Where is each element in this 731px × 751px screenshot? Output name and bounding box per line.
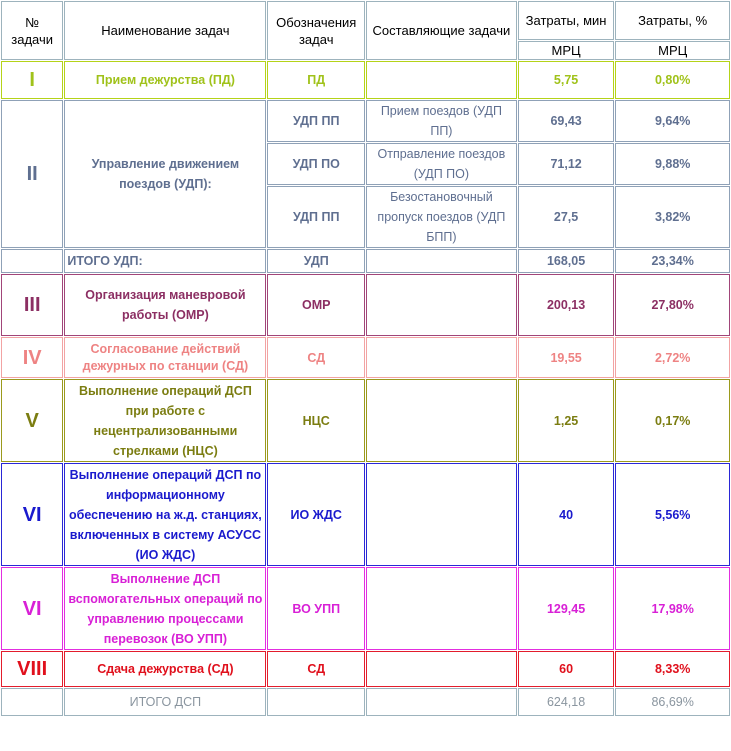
task-minutes: 60: [518, 651, 615, 687]
table-row: [1, 651, 730, 687]
task-name: Выполнение операций ДСП по информационному обеспечению на ж.д. станциях, включенных в систему АСУСС (ИО ЖДС): [64, 463, 266, 566]
task-number: [1, 688, 63, 716]
task-percent: 2,72%: [615, 337, 730, 378]
task-code: УДП ПО: [267, 143, 365, 185]
task-code: УДП ПП: [267, 186, 365, 248]
task-name: Сдача дежурства (СД): [64, 651, 266, 687]
table-row: [1, 274, 730, 336]
header-col-code: Обозначения задач: [267, 1, 365, 60]
task-minutes: 69,43: [518, 100, 615, 142]
task-code: ОМР: [267, 274, 365, 336]
task-number: V: [1, 379, 63, 462]
task-number: IV: [1, 337, 63, 378]
task-percent: 3,82%: [615, 186, 730, 248]
task-minutes: 40: [518, 463, 615, 566]
task-name: Согласование действий дежурных по станции (СД): [64, 337, 266, 378]
task-part: Прием поездов (УДП ПП): [366, 100, 517, 142]
task-name: Прием дежурства (ПД): [64, 61, 266, 99]
task-number: II: [1, 100, 63, 248]
task-part: [366, 61, 517, 99]
task-percent: 0,17%: [615, 379, 730, 462]
table-row: [1, 567, 730, 650]
header-col-name: Наименование задач: [64, 1, 266, 60]
task-number: VI: [1, 567, 63, 650]
task-code: СД: [267, 337, 365, 378]
table-row: [1, 463, 730, 566]
table-row: [1, 249, 730, 273]
task-number: VI: [1, 463, 63, 566]
task-part: [366, 274, 517, 336]
task-part: [366, 463, 517, 566]
task-name: ИТОГО ДСП: [64, 688, 266, 716]
task-code: УДП: [267, 249, 365, 273]
task-number: I: [1, 61, 63, 99]
task-code: ПД: [267, 61, 365, 99]
task-code: ИО ЖДС: [267, 463, 365, 566]
table-row: [1, 688, 730, 716]
task-name: Выполнение операций ДСП при работе с нецентрализованными стрелками (НЦС): [64, 379, 266, 462]
task-minutes: 27,5: [518, 186, 615, 248]
task-part: [366, 337, 517, 378]
header-col-pct: Затраты, %: [615, 1, 730, 40]
task-number: VIII: [1, 651, 63, 687]
task-part: Безостановочный пропуск поездов (УДП БПП): [366, 186, 517, 248]
task-part: Отправление поездов (УДП ПО): [366, 143, 517, 185]
task-code: НЦС: [267, 379, 365, 462]
task-code: УДП ПП: [267, 100, 365, 142]
header-col-num: № задачи: [1, 1, 63, 60]
task-minutes: 19,55: [518, 337, 615, 378]
task-name: Организация маневровой работы (ОМР): [64, 274, 266, 336]
task-minutes: 129,45: [518, 567, 615, 650]
task-name: Управление движением поездов (УДП):: [64, 100, 266, 248]
table-row: [1, 379, 730, 462]
task-minutes: 168,05: [518, 249, 615, 273]
task-minutes: 5,75: [518, 61, 615, 99]
task-name: Выполнение ДСП вспомогательных операций по управлению процессами перевозок (ВО УПП): [64, 567, 266, 650]
header-sub-pct: МРЦ: [615, 41, 730, 60]
header-col-parts: Составляющие задачи: [366, 1, 517, 60]
task-part: [366, 567, 517, 650]
task-code: ВО УПП: [267, 567, 365, 650]
header-sub-min: МРЦ: [518, 41, 615, 60]
task-code: СД: [267, 651, 365, 687]
task-number: [1, 249, 63, 273]
task-percent: 9,88%: [615, 143, 730, 185]
task-percent: 17,98%: [615, 567, 730, 650]
task-minutes: 71,12: [518, 143, 615, 185]
task-part: [366, 249, 517, 273]
task-part: [366, 688, 517, 716]
task-part: [366, 379, 517, 462]
task-minutes: 624,18: [518, 688, 615, 716]
table-row: [1, 337, 730, 378]
task-minutes: 1,25: [518, 379, 615, 462]
task-name: ИТОГО УДП:: [64, 249, 266, 273]
task-percent: 9,64%: [615, 100, 730, 142]
task-percent: 23,34%: [615, 249, 730, 273]
table-row: [1, 100, 730, 142]
task-percent: 5,56%: [615, 463, 730, 566]
task-percent: 27,80%: [615, 274, 730, 336]
task-percent: 8,33%: [615, 651, 730, 687]
task-percent: 86,69%: [615, 688, 730, 716]
task-number: III: [1, 274, 63, 336]
task-percent: 0,80%: [615, 61, 730, 99]
task-part: [366, 651, 517, 687]
task-minutes: 200,13: [518, 274, 615, 336]
task-code: [267, 688, 365, 716]
table-row: [1, 61, 730, 99]
header-col-min: Затраты, мин: [518, 1, 615, 40]
